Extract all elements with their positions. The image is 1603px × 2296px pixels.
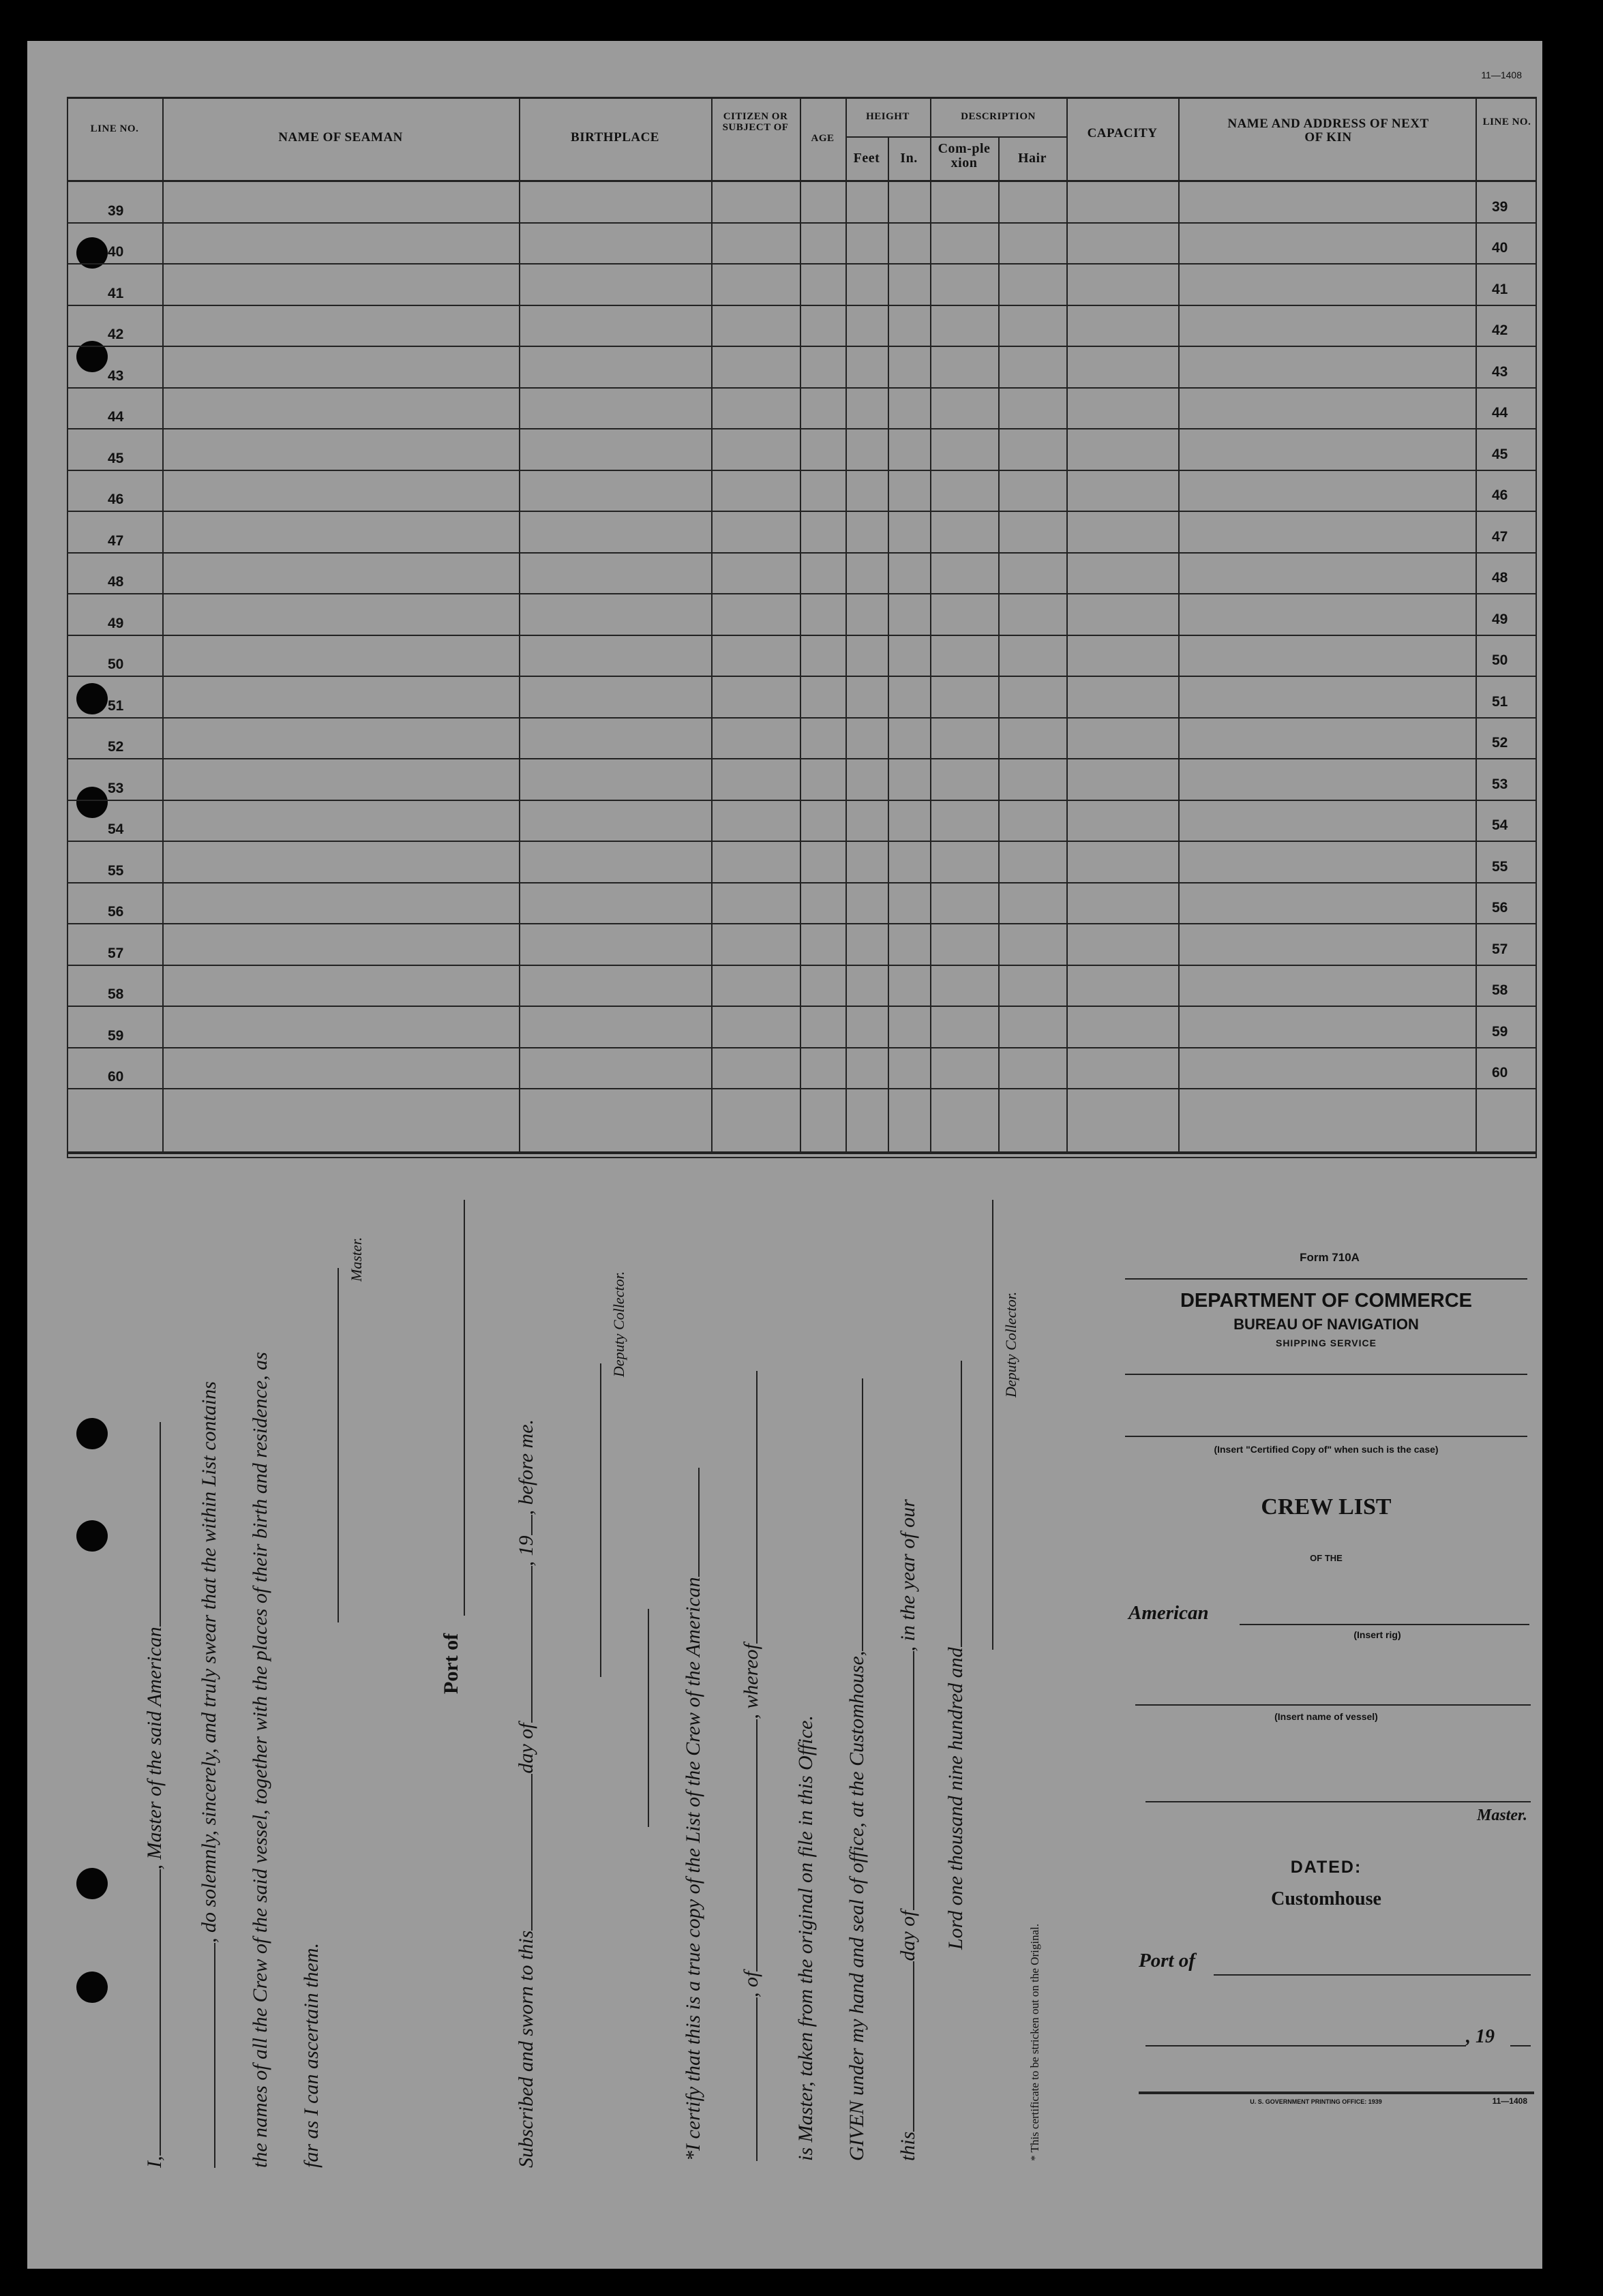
line-number-left: 41 <box>108 285 124 301</box>
subscribed-day-of: day of <box>515 1723 537 1774</box>
height-header: HEIGHT <box>866 111 910 122</box>
col-rule <box>845 97 847 1153</box>
next-of-kin-header: NAME AND ADDRESS OF NEXT OF KIN <box>1227 117 1429 145</box>
cover-printer: U. S. GOVERNMENT PRINTING OFFICE: 1939 <box>1250 2098 1382 2105</box>
line-number-left: 39 <box>108 202 124 219</box>
line-number-right: 53 <box>1492 776 1508 792</box>
cert-of: , of <box>740 1971 762 1997</box>
binder-hole <box>76 1418 108 1449</box>
cert-given-text: GIVEN under my hand and seal of office, at the Customhouse, <box>845 1650 868 2161</box>
line-number-left: 52 <box>108 739 124 755</box>
line-number-left: 42 <box>108 327 124 342</box>
cover-rule <box>1125 1374 1527 1375</box>
citizen-header: CITIZEN OR SUBJECT OF <box>722 111 789 133</box>
col-rule <box>162 97 164 1153</box>
line-number-right: 56 <box>1492 900 1508 916</box>
table-row-rule <box>67 346 1537 347</box>
line-number-right: 57 <box>1492 941 1508 957</box>
table-row-rule <box>67 635 1537 636</box>
cover-department: DEPARTMENT OF COMMERCE <box>1180 1290 1472 1312</box>
oath-line-4 <box>300 1943 323 2168</box>
cert-year-of-our: , in the year of our <box>897 1499 919 1652</box>
table-row-rule <box>67 305 1537 306</box>
cover-rule <box>1125 1278 1527 1280</box>
cert-deputy-collector <box>1002 1292 1020 1398</box>
table-row-rule <box>67 758 1537 759</box>
line-number-right: 59 <box>1492 1023 1508 1040</box>
line-number-right: 50 <box>1492 652 1508 668</box>
oath-line-2 <box>198 1381 221 2168</box>
oath-separator <box>648 1609 649 1827</box>
cert-whereof: , whereof <box>740 1644 762 1719</box>
complexion-header: Com-plexion <box>938 141 991 170</box>
line-number-right: 45 <box>1492 446 1508 462</box>
port-of-line <box>464 1200 465 1616</box>
cert-line-4 <box>845 1378 869 2161</box>
cert-footnote <box>1028 1924 1042 2161</box>
master-line <box>1145 1801 1531 1802</box>
col-rule <box>1066 97 1068 1153</box>
line-number-left: 55 <box>108 862 124 879</box>
oath-swear-text: , do solemnly, sincerely, and truly swear that the within List contains <box>198 1381 220 1943</box>
capacity-header: CAPACITY <box>1087 126 1158 140</box>
line-number-right: 54 <box>1492 817 1508 833</box>
cert-is-master-text: is Master, taken from the original on file in this Office. <box>794 1715 817 2161</box>
cover-year: , 19 <box>1466 2026 1495 2047</box>
col-rule <box>888 136 889 1153</box>
cert-line-3 <box>794 1715 818 2161</box>
col-rule <box>930 97 931 1153</box>
cover-master: Master. <box>1476 1807 1527 1824</box>
oath-line-1 <box>143 1422 166 2168</box>
line-number-right: 40 <box>1492 240 1508 256</box>
cert-footnote-text: * This certificate to be stricken out on the Original. <box>1028 1923 1041 2161</box>
table-row-rule <box>67 593 1537 594</box>
cover-service: SHIPPING SERVICE <box>1275 1338 1377 1348</box>
oath-line-3 <box>249 1352 272 2168</box>
line-no-header: LINE NO. <box>90 123 139 134</box>
feet-header: Feet <box>853 151 880 166</box>
cert-this: this <box>897 2131 919 2161</box>
subscribed-before-me: , before me. <box>515 1419 537 1515</box>
cover-bureau: BUREAU OF NAVIGATION <box>1233 1316 1419 1333</box>
line-number-right: 55 <box>1492 858 1508 875</box>
height-sub-rule <box>845 136 930 138</box>
cover-american: American <box>1128 1602 1209 1624</box>
date-line-tail <box>1510 2045 1531 2046</box>
oath-port-of <box>440 1633 463 1694</box>
line-number-right: 46 <box>1492 487 1508 503</box>
table-top-border <box>67 97 1537 99</box>
line-number-left: 46 <box>108 492 124 507</box>
line-number-right: 41 <box>1492 281 1508 297</box>
inches-header: In. <box>900 151 918 166</box>
line-number-left: 40 <box>108 244 124 260</box>
hair-header: Hair <box>1018 151 1047 166</box>
crew-table <box>67 97 1537 1157</box>
binder-hole <box>76 1520 108 1552</box>
oath-subscribed <box>515 1419 538 2168</box>
line-number-right: 44 <box>1492 405 1508 421</box>
cover-port-of: Port of <box>1139 1950 1195 1972</box>
binder-hole <box>76 1972 108 2003</box>
table-row-rule <box>67 841 1537 842</box>
oath-i: I, <box>143 2156 166 2168</box>
line-number-right: 52 <box>1492 735 1508 751</box>
line-number-left: 44 <box>108 409 124 425</box>
cover-bottom-rule <box>1139 2091 1534 2094</box>
col-rule <box>998 136 1000 1153</box>
table-row-rule <box>67 263 1537 265</box>
line-number-right: 39 <box>1492 198 1508 215</box>
line-number-right: 43 <box>1492 363 1508 380</box>
date-line <box>1145 2045 1466 2046</box>
description-header: DESCRIPTION <box>961 111 1036 122</box>
line-number-right: 60 <box>1492 1065 1508 1081</box>
line-number-left: 43 <box>108 367 124 384</box>
table-row-rule <box>67 882 1537 883</box>
port-of-cover-line <box>1214 1974 1531 1976</box>
cover-certified-line <box>1125 1436 1527 1437</box>
subscribed-year: , 19 <box>515 1535 537 1567</box>
table-row-rule <box>67 1088 1537 1089</box>
oath-names-text: the names of all the Crew of the said vessel, together with the places of their birth and residence, as <box>249 1352 271 2168</box>
table-row-rule <box>67 676 1537 677</box>
table-row-rule <box>67 511 1537 512</box>
table-row-rule <box>67 800 1537 801</box>
col-rule <box>1475 97 1477 1153</box>
line-number-right: 58 <box>1492 982 1508 998</box>
cert-line-5 <box>897 1499 920 2161</box>
cover-insert-certified: (Insert "Certified Copy of" when such is the case) <box>1214 1444 1439 1455</box>
cover-customhouse: Customhouse <box>1271 1888 1381 1909</box>
cert-deputy-text: Deputy Collector. <box>1002 1291 1019 1398</box>
cover-insert-rig: (Insert rig) <box>1353 1629 1401 1640</box>
crew-list-page <box>27 41 1542 2269</box>
table-row-rule <box>67 965 1537 966</box>
line-number-left: 49 <box>108 615 124 631</box>
line-number-left: 45 <box>108 450 124 466</box>
line-number-left: 56 <box>108 904 124 920</box>
name-of-seaman-header: NAME OF SEAMAN <box>278 130 403 145</box>
col-rule <box>1535 97 1537 1158</box>
cert-deputy-line <box>992 1200 993 1650</box>
cert-line-6 <box>944 1361 968 1950</box>
line-number-left: 51 <box>108 697 124 714</box>
col-rule <box>711 97 713 1153</box>
oath-master-text: Master. <box>348 1237 365 1282</box>
american-line <box>1240 1624 1529 1625</box>
oath-deputy-collector <box>610 1271 628 1377</box>
line-number-left: 54 <box>108 821 124 837</box>
cover-insert-vessel: (Insert name of vessel) <box>1274 1711 1378 1722</box>
cover-title: CREW LIST <box>1261 1494 1392 1520</box>
birthplace-header: BIRTHPLACE <box>571 130 659 145</box>
table-row-rule <box>67 717 1537 719</box>
table-row-rule <box>67 470 1537 471</box>
line-no-right-header: LINE NO. <box>1482 117 1531 127</box>
description-sub-rule <box>930 136 1066 138</box>
vessel-name-line <box>1135 1704 1531 1706</box>
table-row-rule <box>67 552 1537 554</box>
header-bottom-border <box>67 180 1537 182</box>
line-number-left: 53 <box>108 780 124 796</box>
line-number-right: 48 <box>1492 570 1508 586</box>
cert-lord-text: Lord one thousand nine hundred and <box>944 1647 967 1950</box>
oath-ascertain-text: far as I can ascertain them. <box>300 1943 323 2168</box>
subscribed-text: Subscribed and sworn to this <box>515 1930 537 2168</box>
line-number-left: 60 <box>108 1069 124 1085</box>
table-row-rule <box>67 1006 1537 1007</box>
line-number-left: 57 <box>108 945 124 961</box>
table-row-rule <box>67 923 1537 924</box>
cover-form-code: 11—1408 <box>1492 2096 1527 2106</box>
cert-line-2 <box>740 1371 763 2161</box>
oath-master-label <box>348 1237 365 1282</box>
binder-hole <box>76 1868 108 1899</box>
cert-day-of: day of <box>897 1910 919 1961</box>
col-rule <box>1178 97 1180 1153</box>
cert-certify-text: *I certify that this is a true copy of the List of the Crew of the American <box>682 1577 704 2161</box>
line-number-right: 47 <box>1492 528 1508 545</box>
line-number-right: 51 <box>1492 693 1508 710</box>
table-row-rule <box>67 222 1537 224</box>
col-rule <box>67 97 68 1158</box>
oath-deputy-text: Deputy Collector. <box>610 1271 627 1377</box>
cover-form-number: Form 710A <box>1300 1251 1360 1264</box>
cert-line-1 <box>682 1468 705 2161</box>
line-number-right: 42 <box>1492 322 1508 338</box>
table-row-rule <box>67 428 1537 429</box>
line-number-right: 49 <box>1492 611 1508 627</box>
col-rule <box>800 97 801 1153</box>
col-rule <box>519 97 520 1153</box>
line-number-left: 48 <box>108 574 124 590</box>
cover-of-the: OF THE <box>1310 1553 1343 1563</box>
line-number-left: 58 <box>108 986 124 1002</box>
table-bottom-border-inner <box>67 1157 1537 1158</box>
oath-master-of-american: , Master of the said American <box>143 1627 166 1870</box>
line-number-left: 59 <box>108 1027 124 1044</box>
age-header: AGE <box>811 133 835 144</box>
deputy-collector-line <box>600 1363 601 1677</box>
line-number-left: 50 <box>108 656 124 672</box>
table-bottom-border <box>67 1151 1537 1154</box>
table-row-rule <box>67 387 1537 389</box>
line-number-left: 47 <box>108 532 124 549</box>
form-code-top: 11—1408 <box>1481 70 1522 80</box>
cover-dated: DATED: <box>1290 1858 1362 1877</box>
oath-port-of-text: Port of <box>440 1633 462 1694</box>
table-row-rule <box>67 1047 1537 1048</box>
master-signature-line <box>338 1268 339 1622</box>
